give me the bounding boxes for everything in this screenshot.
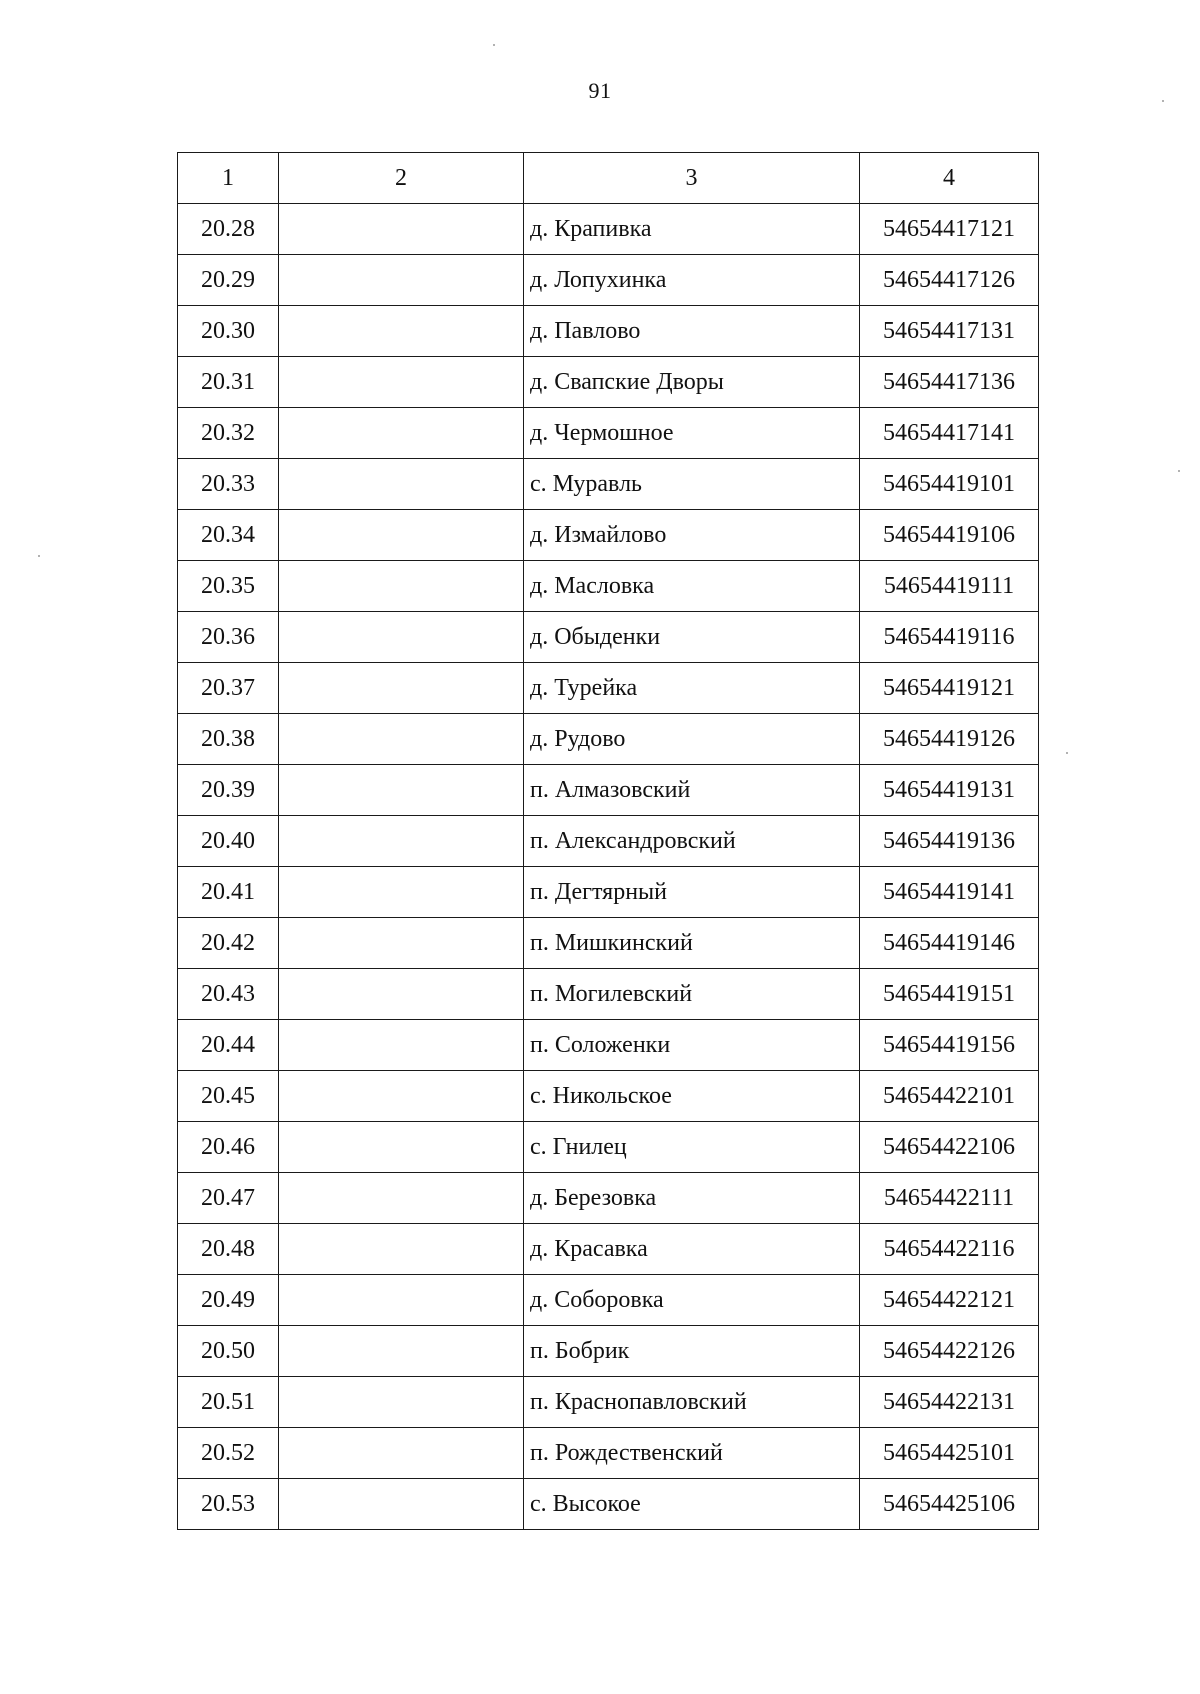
- table-row: [178, 459, 1039, 510]
- oktmo-code: 54654417131: [860, 306, 1039, 357]
- row-number: 20.47: [178, 1173, 279, 1224]
- settlement-name: д. Крапивка: [524, 204, 860, 255]
- oktmo-code: 54654417121: [860, 204, 1039, 255]
- table-body: [178, 204, 1039, 1530]
- row-col-2: [279, 1377, 524, 1428]
- oktmo-code: 54654422131: [860, 1377, 1039, 1428]
- row-number: 20.37: [178, 663, 279, 714]
- row-col-2: [279, 1326, 524, 1377]
- row-col-2: [279, 1224, 524, 1275]
- oktmo-code: 54654419121: [860, 663, 1039, 714]
- row-col-2: [279, 969, 524, 1020]
- table-row: [178, 918, 1039, 969]
- row-number: 20.39: [178, 765, 279, 816]
- scan-speck: [1066, 752, 1068, 754]
- oktmo-code: 54654419101: [860, 459, 1039, 510]
- scan-speck: [1178, 470, 1180, 472]
- oktmo-code: 54654419126: [860, 714, 1039, 765]
- row-col-2: [279, 1020, 524, 1071]
- row-number: 20.30: [178, 306, 279, 357]
- oktmo-code: 54654419111: [860, 561, 1039, 612]
- settlement-name: п. Могилевский: [524, 969, 860, 1020]
- table-row: [178, 1224, 1039, 1275]
- row-col-2: [279, 816, 524, 867]
- table-row: [178, 255, 1039, 306]
- oktmo-code: 54654419131: [860, 765, 1039, 816]
- row-col-2: [279, 408, 524, 459]
- oktmo-code: 54654422101: [860, 1071, 1039, 1122]
- oktmo-code: 54654419116: [860, 612, 1039, 663]
- row-number: 20.43: [178, 969, 279, 1020]
- settlement-name: с. Гнилец: [524, 1122, 860, 1173]
- table-row: [178, 204, 1039, 255]
- table-row: [178, 663, 1039, 714]
- row-col-2: [279, 867, 524, 918]
- settlement-name: д. Березовка: [524, 1173, 860, 1224]
- row-col-2: [279, 765, 524, 816]
- row-col-2: [279, 204, 524, 255]
- oktmo-code: 54654417126: [860, 255, 1039, 306]
- oktmo-code: 54654419106: [860, 510, 1039, 561]
- oktmo-code: 54654417136: [860, 357, 1039, 408]
- scan-speck: [493, 44, 495, 46]
- settlement-name: п. Мишкинский: [524, 918, 860, 969]
- oktmo-code: 54654419151: [860, 969, 1039, 1020]
- table-row: [178, 1122, 1039, 1173]
- row-number: 20.51: [178, 1377, 279, 1428]
- row-number: 20.49: [178, 1275, 279, 1326]
- oktmo-code: 54654422116: [860, 1224, 1039, 1275]
- row-number: 20.41: [178, 867, 279, 918]
- settlement-name: с. Муравль: [524, 459, 860, 510]
- settlement-name: с. Никольское: [524, 1071, 860, 1122]
- oktmo-code: 54654425106: [860, 1479, 1039, 1530]
- table-row: [178, 510, 1039, 561]
- row-col-2: [279, 357, 524, 408]
- table-row: [178, 765, 1039, 816]
- header-col-4: 4: [860, 153, 1039, 204]
- row-number: 20.36: [178, 612, 279, 663]
- settlement-name: д. Свапские Дворы: [524, 357, 860, 408]
- table-row: [178, 969, 1039, 1020]
- settlement-name: п. Соложенки: [524, 1020, 860, 1071]
- row-number: 20.40: [178, 816, 279, 867]
- row-number: 20.48: [178, 1224, 279, 1275]
- header-row: [178, 153, 1039, 204]
- settlement-name: д. Павлово: [524, 306, 860, 357]
- settlement-name: д. Чермошное: [524, 408, 860, 459]
- row-number: 20.50: [178, 1326, 279, 1377]
- table-row: [178, 714, 1039, 765]
- row-col-2: [279, 459, 524, 510]
- row-col-2: [279, 1173, 524, 1224]
- row-col-2: [279, 612, 524, 663]
- row-number: 20.38: [178, 714, 279, 765]
- table-row: [178, 1020, 1039, 1071]
- settlements-table: [177, 152, 1039, 1530]
- row-col-2: [279, 663, 524, 714]
- settlement-name: д. Обыденки: [524, 612, 860, 663]
- oktmo-code: 54654422121: [860, 1275, 1039, 1326]
- row-number: 20.28: [178, 204, 279, 255]
- table-row: [178, 408, 1039, 459]
- row-number: 20.45: [178, 1071, 279, 1122]
- settlement-name: п. Александровский: [524, 816, 860, 867]
- table-row: [178, 1326, 1039, 1377]
- scan-speck: [38, 555, 40, 557]
- row-col-2: [279, 714, 524, 765]
- row-number: 20.42: [178, 918, 279, 969]
- settlement-name: п. Бобрик: [524, 1326, 860, 1377]
- row-col-2: [279, 561, 524, 612]
- row-number: 20.31: [178, 357, 279, 408]
- settlement-name: п. Алмазовский: [524, 765, 860, 816]
- oktmo-code: 54654422106: [860, 1122, 1039, 1173]
- table-header: [178, 153, 1039, 204]
- row-col-2: [279, 306, 524, 357]
- settlement-name: п. Рождественский: [524, 1428, 860, 1479]
- table-row: [178, 357, 1039, 408]
- row-number: 20.33: [178, 459, 279, 510]
- oktmo-code: 54654419146: [860, 918, 1039, 969]
- settlement-name: д. Измайлово: [524, 510, 860, 561]
- table-row: [178, 561, 1039, 612]
- table-row: [178, 1275, 1039, 1326]
- settlement-name: д. Масловка: [524, 561, 860, 612]
- table-row: [178, 1479, 1039, 1530]
- row-number: 20.35: [178, 561, 279, 612]
- oktmo-code: 54654419136: [860, 816, 1039, 867]
- settlement-name: д. Красавка: [524, 1224, 860, 1275]
- row-col-2: [279, 918, 524, 969]
- oktmo-code: 54654417141: [860, 408, 1039, 459]
- row-number: 20.34: [178, 510, 279, 561]
- table-row: [178, 1173, 1039, 1224]
- oktmo-code: 54654422111: [860, 1173, 1039, 1224]
- header-col-3: 3: [524, 153, 860, 204]
- settlement-name: с. Высокое: [524, 1479, 860, 1530]
- header-col-1: 1: [178, 153, 279, 204]
- table-row: [178, 816, 1039, 867]
- table-row: [178, 867, 1039, 918]
- row-number: 20.52: [178, 1428, 279, 1479]
- settlement-name: д. Лопухинка: [524, 255, 860, 306]
- row-col-2: [279, 1275, 524, 1326]
- row-number: 20.46: [178, 1122, 279, 1173]
- row-col-2: [279, 1479, 524, 1530]
- settlement-name: д. Рудово: [524, 714, 860, 765]
- oktmo-code: 54654425101: [860, 1428, 1039, 1479]
- settlement-name: п. Дегтярный: [524, 867, 860, 918]
- row-col-2: [279, 1071, 524, 1122]
- page-number: 91: [588, 78, 612, 103]
- row-number: 20.29: [178, 255, 279, 306]
- oktmo-code: 54654419156: [860, 1020, 1039, 1071]
- table-row: [178, 612, 1039, 663]
- oktmo-code: 54654422126: [860, 1326, 1039, 1377]
- row-col-2: [279, 1428, 524, 1479]
- settlement-name: п. Краснопавловский: [524, 1377, 860, 1428]
- header-col-2: 2: [279, 153, 524, 204]
- row-col-2: [279, 510, 524, 561]
- settlement-name: д. Турейка: [524, 663, 860, 714]
- settlement-name: д. Соборовка: [524, 1275, 860, 1326]
- table-row: [178, 1071, 1039, 1122]
- row-col-2: [279, 255, 524, 306]
- row-number: 20.53: [178, 1479, 279, 1530]
- table-row: [178, 1377, 1039, 1428]
- table-row: [178, 306, 1039, 357]
- row-col-2: [279, 1122, 524, 1173]
- row-number: 20.32: [178, 408, 279, 459]
- table-row: [178, 1428, 1039, 1479]
- oktmo-code: 54654419141: [860, 867, 1039, 918]
- row-number: 20.44: [178, 1020, 279, 1071]
